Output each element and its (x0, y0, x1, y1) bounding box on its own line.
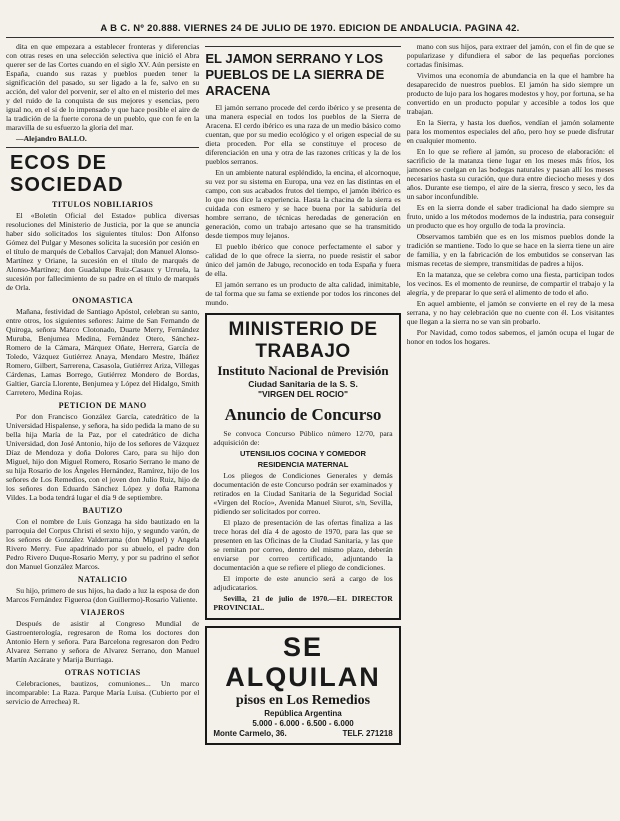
rental-contact (213, 729, 392, 739)
ad-title: MINISTERIO DE TRABAJO (228, 319, 378, 362)
rental-line-1: República Argentina (264, 709, 342, 718)
article-paragraph: Observamos también que es en los mismos pueblos donde la tradición se mantiene. Todo lo que se hace en la sierra tiene un aire de familia, y en la fabricación de los embutidos se conservan las mismas recetas de siempre, transmitidas de padres a hijos. (406, 232, 614, 268)
page-header: A B C. Nº 20.888. VIERNES 24 DE JULIO DE 1970. EDICION DE ANDALUCIA. PAGINA 42. (6, 4, 614, 38)
ad-paragraph: El plazo de presentación de las ofertas finaliza a las trece horas del día 4 de agosto de 1970, para las que se presenten en las Oficinas de la Ciudad Sanitaria, y las que se remitan por correo, dentro del mismo plazo, deberán enviarse por correo certificado, adjuntando la documentación a que se refiere el pliego de condiciones. (213, 518, 393, 572)
article-paragraph: En la Sierra, y hasta los dueños, vendían el jamón solamente para los momentos especiales del año, pero hoy se puede disfrutar en cualquier momento. (406, 118, 614, 145)
ad-paragraph: El importe de este anuncio será a cargo de los adjudicatarios. (213, 574, 393, 592)
subhead-titulos: TITULOS NOBILIARIOS (52, 200, 154, 209)
subhead-viajeros: VIAJEROS (80, 608, 125, 617)
column-1 (6, 42, 199, 749)
column-2 (205, 42, 400, 749)
section-title: ECOS DE SOCIEDAD (10, 152, 124, 196)
rental-ad (205, 626, 400, 745)
article-paragraph: Por Navidad, como todos sabemos, el jamón ocupa el lugar de honor en todos los hogares. (406, 328, 614, 346)
article-paragraph: Vivimos una economía de abundancia en la que el hambre ha desaparecido de nuestros pueblos. El jamón ha sido siempre un producto de lujo para los hogares modestos y hoy, por fortuna, se ha convertido en un producto popular y accesible a todos los que trabajan. (406, 71, 614, 116)
article-paragraph: En la matanza, que se celebra como una fiesta, participan todos los vecinos. Es el momento de reunirse, de compartir el trabajo y la alegría, y de preparar lo que será el alimento de todo el año. (406, 270, 614, 297)
paragraph-titulos: El «Boletín Oficial del Estado» publica diversas resoluciones del Ministerio de Justicia, por la que se anuncia haber sido solicitados los siguientes títulos: Don Alfonso Gómez del Pulgar y Mesones solicita la sucesión por cesión en el título de marqués de Ceballos Carvajal; don Manuel Alonso-Martínez y Oriane, la sucesión en el título de marqués de Alonso-Martínez; don Guadalupe Ruiz-Casaux y Urruela, la sucesión por fallecimiento de su padre en el título de marqués de Orla. (6, 211, 200, 292)
rental-address: Monte Carmelo, 36. (213, 729, 287, 738)
paragraph-viajeros: Después de asistir al Congreso Mundial de Gastroenterología, regresaron de Roma los doctores don Antonio Hern y señora. Para Barcelona regresaron don Pedro Alvarez Serrano y señora de Alvarez Serrano, don Manuel Martín Azcárate y Marija Burriaga. (6, 619, 200, 664)
paragraph-otras: Celebraciones, bautizos, comuniones... Un marco incomparable: La Raza. Parque María Luisa. (Cubierto por el servicio de Arrechea) R. (6, 679, 200, 706)
rental-line-2: 5.000 - 6.000 - 6.500 - 6.000 (252, 719, 354, 728)
ad-line-1: Ciudad Sanitaria de la S. S. (248, 379, 358, 389)
divider (6, 147, 199, 148)
columns (6, 42, 614, 749)
article-paragraph: El pueblo ibérico que conoce perfectamente el sabor y calidad de lo que ofrece la sierra, no puede resistir el sabor único del jamón de Jabugo, reconocido en toda España y fuera de ella. (205, 242, 401, 278)
paragraph-onomastica: Mañana, festividad de Santiago Apóstol, celebran su santo, entre otros, los siguientes señores: Jaime de San Fernando de Quiroga, señora Marco Clotonado, Duarte Merry, Fernández Muruba, Benjumea Medina, Fernández Otero, Sánchez-Romero de la Cámara, Márquez Oñate, Herrera, García de Toledo, Vázquez Gutiérrez Anaya, Mendaro Mestre, Ibáñez Romero, Gilbert, Sarrerena, Casasola, Gutiérrez Ariza, Villegas Cárdenas, Lamas Borrego, Gutiérrez Mondero de Bordas, Galtier, García Llorente, Benjumea y López del Hidalgo, Smith Carretero, Medina Rojas. (6, 307, 200, 397)
ad-intro: Se convoca Concurso Público número 12/70, para adquisición de: (213, 429, 393, 447)
subhead-natalicio: NATALICIO (77, 575, 128, 584)
paragraph-bautizo: Con el nombre de Luis Gonzaga ha sido bautizado en la parroquia del Corpus Christi el sexto hijo, y segundo varón, de los señores de González Valderrama (don Miguel) y Angela Rivero Merry. Fue apadrinado por su abuelo, el padre don Pedro Rivero Duque-Rosario Merry, y por su padrino el señor don Manuel González Marcos. (6, 517, 200, 571)
subhead-peticion: PETICION DE MANO (58, 401, 147, 410)
ad-signature: Sevilla, 21 de julio de 1970.—EL DIRECTOR PROVINCIAL. (213, 594, 393, 612)
article-paragraph: mano con sus hijos, para extraer del jamón, con el fin de que se popularizase y difundiera el sabor de las pequeñas porciones cortadas finísimas. (406, 42, 614, 69)
rental-title: SE ALQUILAN (225, 632, 381, 692)
ad-paragraph: Los pliegos de Condiciones Generales y demás documentación de este Concurso podrán ser examinados y retirados en la Ciudad Sanitaria de la Seguridad Social «Virgen del Rocío», Avenida Manuel Siurot, s/n, Sevilla, pidiendo ser solicitados por correo. (213, 471, 393, 516)
divider (205, 46, 400, 47)
paragraph-natalicio: Su hijo, primero de sus hijos, ha dado a luz la esposa de don Marcos Fernández Figueroa (don Guillermo)-Rosario Valiente. (6, 586, 200, 604)
article-paragraph: El jamón serrano procede del cerdo ibérico y se presenta de una manera especial en todos los pueblos de la Sierra de Aracena. El cerdo ibérico es una raza de un medio básico como cuentan, que por su medio ecológico y el origen especial de su dieta proceden. Por ella se constituye el proceso de diferenciación en una y otra de las razones críticas y la de los pueblos serranos. (205, 103, 401, 166)
intro-paragraph: dita en que empezara a establecer fronteras y diferencias con otras reses en una selección selectiva que inició el Abra querer ser de las Cortes cuando en el siglo XV. Aún persiste en España, cuando sus razas y pueblos pueden tener la significación del pasado, su ser ligado a la fe, salvo en su acción, del valor del porvenir, ser el alto en el misterio del mes y del ruido de la conquista de sus mejores y esencias, pero igual no, en el sí de lo impensado y que hace posible el aire de la tradición de la fuerte corona de un pueblo, que con fe en la maravilla de su esfuerzo la gloria del mar. (6, 42, 200, 132)
ad-item-1: UTENSILIOS COCINA Y COMEDOR (240, 449, 367, 458)
article-paragraph: En un ambiente natural espléndido, la encina, el alcornoque, su vez por su sistema en Europa, una vez en las distintas en el campo, con sus acabados frutos del tiempo, el jamón ibérico es lo que nos dice la experiencia. Hasta la chacina de la sierra es cuidada con esmero y se hace buena por la sabiduría del hombre serrano, de técnicas heredadas de generación en generación, como un trabajo artesano que se ha transmitido desde tiempos muy lejanos. (205, 168, 401, 240)
rental-subtitle: pisos en Los Remedios (235, 693, 371, 708)
rental-phone: TELF. 271218 (342, 729, 393, 738)
column-3 (407, 42, 614, 749)
article-paragraph: En lo que se refiere al jamón, su proceso de elaboración: el sacrificio de la matanza tiene lugar en los meses más fríos, los jamones se cuelgan en las bodegas naturales y pasan allí los meses necesarios hasta su curación, que dura entre dieciocho meses y dos años. Durante ese tiempo, el aire de la sierra, fresco y seco, les da un sabor inconfundible. (406, 147, 614, 201)
ad-heading: Anuncio de Concurso (224, 405, 382, 424)
paragraph-peticion: Por don Francisco González García, catedrático de la Universidad Hispalense, y señora, ha sido pedida la mano de su bella hija María de la Paz, por el catedrático de dicha Universidad, don José Antonio, hijo de los señores de Vázquez Díaz de Mendoza y doña Dolores Caro, para su hijo don Miguel, hijo don Miguel Romero, Rosario Serrano le mano de su hija Rosario de los Ángeles Hernández, Ramírez, hijo de los señores de Los Remedios, con el joven don Julio Ruiz, hijo de los señores don Eduardo Sánchez López y doña Ramona Vildes. La boda tendrá lugar el día 9 de septiembre. (6, 412, 200, 502)
intro-signature: —Alejandro BALLO. (16, 134, 87, 143)
article-paragraph: En aquel ambiente, el jamón se convierte en el rey de la mesa serrana, y no hay celebración que no cuente con él. Los visitantes que llegan a la sierra no se van sin probarlo. (406, 299, 614, 326)
ad-subtitle: Instituto Nacional de Previsión (217, 363, 389, 378)
subhead-onomastica: ONOMASTICA (72, 296, 134, 305)
article-paragraph: Es en la sierra donde el saber tradicional ha dado siempre su fruto, unido a los métodos modernos de la industria, para conseguir un producto que es hoy orgullo de toda la provincia. (406, 203, 614, 230)
subhead-otras: OTRAS NOTICIAS (64, 668, 141, 677)
ad-line-2: "VIRGEN DEL ROCIO" (257, 389, 349, 399)
subhead-bautizo: BAUTIZO (82, 506, 123, 515)
ad-item-2: RESIDENCIA MATERNAL (257, 460, 349, 469)
ministry-ad (205, 313, 400, 620)
article-paragraph: El jamón serrano es un producto de alta calidad, inimitable, de tal forma que su fama se extiende por todos los rincones del mundo. (205, 280, 401, 307)
article-title: EL JAMON SERRANO Y LOS PUEBLOS DE LA SIERRA DE ARACENA (205, 51, 385, 98)
